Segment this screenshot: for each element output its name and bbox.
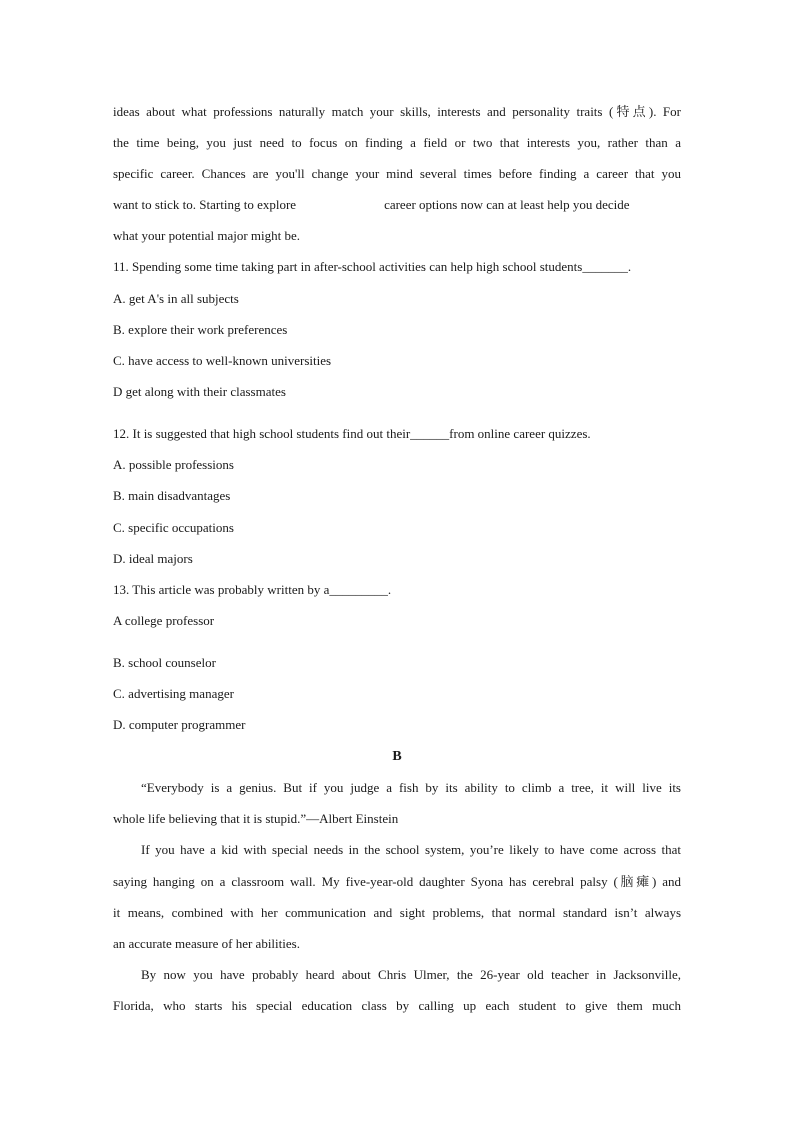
question-12-option-d: D. ideal majors <box>113 551 193 566</box>
question-13-option-b: B. school counselor <box>113 655 216 670</box>
section-b-line-1: “Everybody is a genius. But if you judge a fish by its ability to climb a tree, it will live its <box>141 780 681 795</box>
passage-a-line-4-end: career options now can at least help you decide <box>384 197 630 212</box>
question-12-option-b: B. main disadvantages <box>113 488 231 503</box>
question-13-option-d: D. computer programmer <box>113 717 246 732</box>
question-11-option-b: B. explore their work preferences <box>113 322 288 337</box>
passage-a-line-3: specific career. Chances are you'll change your mind several times before finding a career that you <box>113 166 681 181</box>
question-13-option-a: A college professor <box>113 613 215 628</box>
question-12-stem: 12. It is suggested that high school students find out their______from online career quizzes. <box>113 426 591 441</box>
section-b-line-2: whole life believing that it is stupid.”—Albert Einstein <box>113 811 399 826</box>
passage-a-line-1: ideas about what professions naturally match your skills, interests and personality traits (特点). For <box>113 104 681 119</box>
passage-a-line-4 <box>113 195 681 215</box>
question-11-option-a: A. get A's in all subjects <box>113 291 239 306</box>
passage-a-line-5: what your potential major might be. <box>113 228 301 243</box>
passage-a-line-2: the time being, you just need to focus on finding a field or two that interests you, rather than a <box>113 135 681 150</box>
section-b-line-7: By now you have probably heard about Chris Ulmer, the 26-year old teacher in Jacksonville, <box>141 967 681 982</box>
section-b-heading: B <box>392 749 402 764</box>
question-13-option-c: C. advertising manager <box>113 686 234 701</box>
question-11-option-d: D get along with their classmates <box>113 384 286 399</box>
section-b-line-4: saying hanging on a classroom wall. My five-year-old daughter Syona has cerebral palsy (脑瘫) and <box>113 874 681 889</box>
section-b-line-3: If you have a kid with special needs in the school system, you’re likely to have come across that <box>141 842 681 857</box>
question-11-option-c: C. have access to well-known universities <box>113 353 332 368</box>
section-b-line-8: Florida, who starts his special education class by calling up each student to give them much <box>113 998 681 1013</box>
section-b-line-6: an accurate measure of her abilities. <box>113 936 300 951</box>
question-12-option-a: A. possible professions <box>113 457 234 472</box>
question-12-option-c: C. specific occupations <box>113 520 234 535</box>
section-b-line-5: it means, combined with her communication and sight problems, that normal standard isn’t always <box>113 905 681 920</box>
passage-a-line-4-start: want to stick to. Starting to explore <box>113 197 297 212</box>
question-13-stem: 13. This article was probably written by a_________. <box>113 582 392 597</box>
question-11-stem: 11. Spending some time taking part in after-school activities can help high school students_______. <box>113 259 632 274</box>
